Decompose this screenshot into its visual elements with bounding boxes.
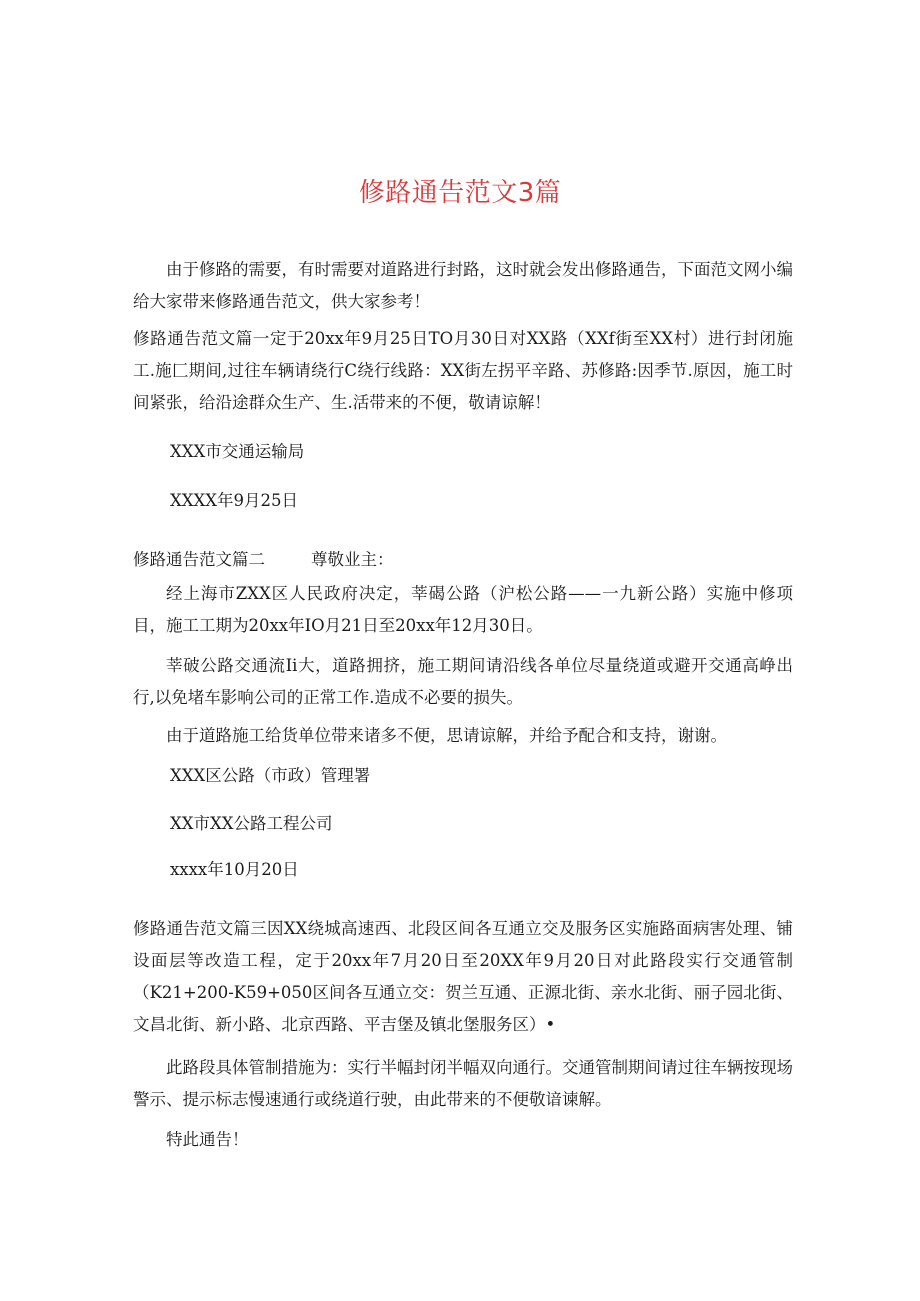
document-title: 修路通告范文3篇	[358, 178, 562, 208]
section3-paragraph-2: 此路段具体管制措施为：实行半幅封闭半幅双向通行。交通管制期间请过往车辆按现场警示、提示标志慢速通行或绕道行驶，由此带来的不便敬谙谏解。	[133, 1058, 793, 1109]
section2-signature-org-2: XX市XX公路工程公司	[170, 814, 333, 833]
intro-paragraph: 由于修路的需要，有时需要对道路进行封路，这时就会发出修路通告，下面范文网小编给大家带来修路通告范文，供大家参考！	[133, 260, 793, 311]
section2-heading: 修路通告范文篇二	[133, 550, 265, 569]
section2-paragraph-3: 由于道路施工给货单位带来诸多不便，思请谅解，并给予配合和支持，谢谢。	[166, 726, 727, 745]
section2-paragraph-2: 莘破公路交通流Ii大，道路拥挤，施工期间请沿线各单位尽量绕道或避开交通高峥出行,以免堵车影响公司的正常工作.造成不必要的损失。	[133, 656, 793, 707]
section3-paragraph-1: 修路通告范文篇三因XX绕城高速西、北段区间各互通立交及服务区实施路面病害处理、铺设面层等改造工程，定于20xx年7月20日至20XX年9月20日对此路段实行交通管制（K21+200-K59+050区间各互通立交：贺兰互通、正源北街、亲水北街、丽子园北街、文昌北街、新小路、北京西路、平吉堡及镇北堡服务区）•	[133, 919, 793, 1034]
section1-signature-date: XXXX年9月25日	[170, 491, 298, 510]
section1-signature-org: XXX市交通运输局	[170, 442, 305, 461]
section2-heading-line	[133, 544, 793, 576]
section2-greeting: 尊敬业主：	[311, 550, 394, 569]
section2-paragraph-1: 经上海市ZXX区人民政府决定，莘碣公路（沪松公路——一九新公路）实施中修项目，施工工期为20xx年IO月21日至20xx年12月30日。	[133, 584, 793, 635]
section1-paragraph: 修路通告范文篇一定于20xx年9月25日TO月30日对XX路（XXf街至XX村）进行封闭施工.施匚期间,过往车辆请绕行C绕行线路：XX街左拐平辛路、苏修路:因季节.原因，施工时间紧张，给沿途群众生产、生.活带来的不便，敬请谅解！	[133, 329, 793, 412]
section2-signature-org-1: XXX区公路（市政）管理署	[170, 766, 371, 785]
section3-closing: 特此通告！	[166, 1130, 249, 1149]
section2-signature-date: xxxx年10月20日	[170, 860, 299, 879]
